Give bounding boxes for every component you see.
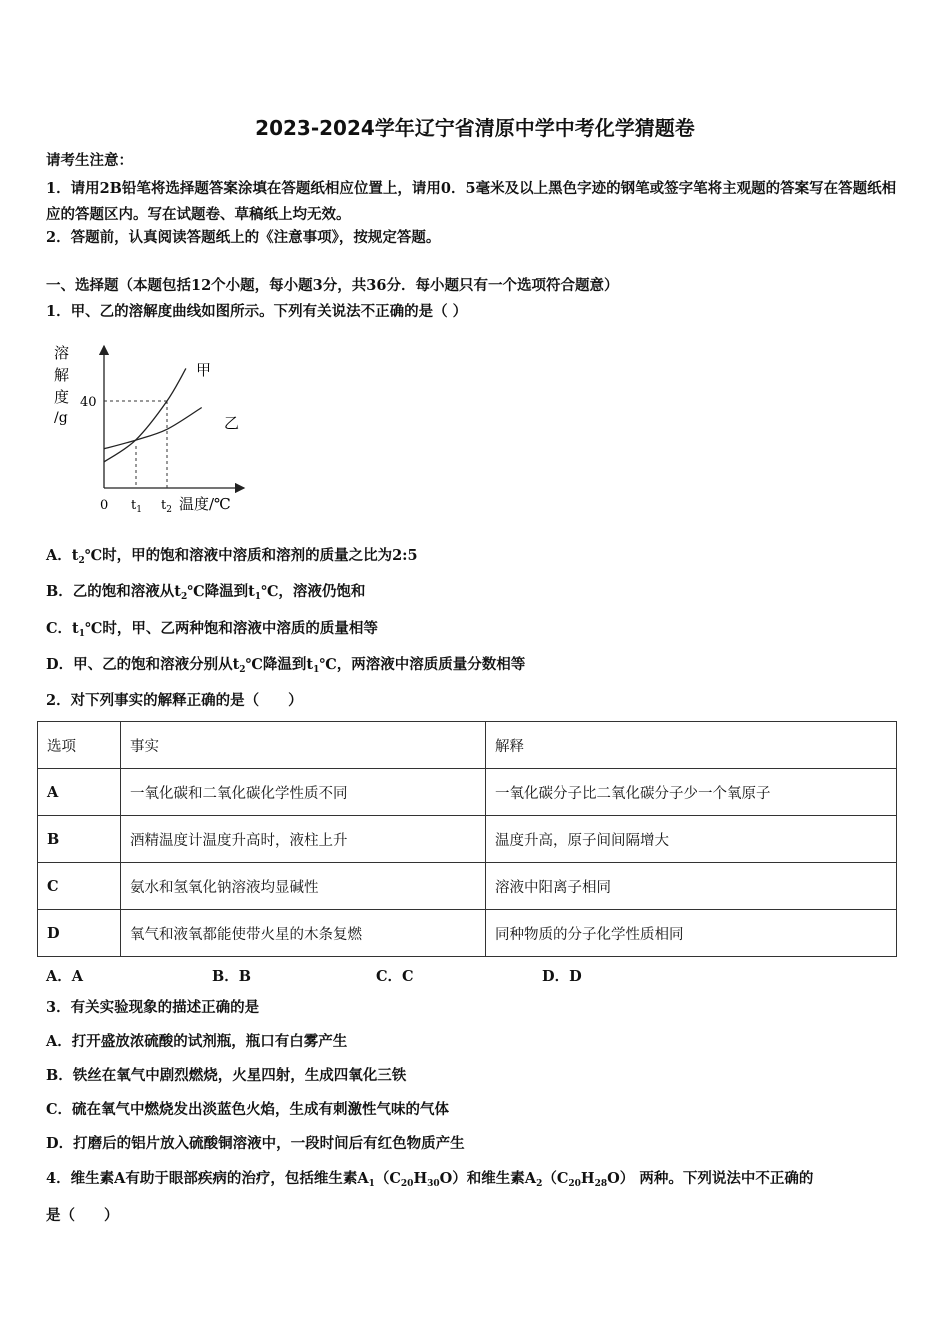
table-cell: 一氧化碳和二氧化碳化学性质不同 bbox=[121, 769, 486, 816]
x-tick-0: 0 bbox=[100, 498, 109, 513]
x-tick-t2: $t_2$ bbox=[161, 498, 172, 515]
table-cell: 溶液中阳离子相同 bbox=[486, 863, 897, 910]
q3-option-c: C．硫在氧气中燃烧发出淡蓝色火焰，生成有刺激性气味的气体 bbox=[46, 1101, 450, 1118]
q4-stem: 4．维生素A有助于眼部疾病的治疗，包括维生素$A_1(C_{20}H_{30}O)$和维生素$A_2(C_{20}H_{28}O)$ 两种。下列说法中不正确的 bbox=[46, 1170, 814, 1189]
q1-option-d: D．甲、乙的饱和溶液分别从$t_2℃$降温到$t_1℃$，两溶液中溶质质量分数相等 bbox=[46, 656, 526, 675]
table-cell: 酒精温度计温度升高时，液柱上升 bbox=[121, 816, 486, 863]
header-cell: 事实 bbox=[121, 722, 486, 769]
table-cell: 一氧化碳分子比二氧化碳分子少一个氧原子 bbox=[486, 769, 897, 816]
q2-option-d: D．D bbox=[542, 968, 582, 985]
table-cell: D bbox=[38, 910, 121, 957]
page-title: 2023-2024学年辽宁省清原中学中考化学猜题卷 bbox=[255, 116, 695, 140]
q1-stem: 1．甲、乙的溶解度曲线如图所示。下列有关说法不正确的是（ ） bbox=[46, 303, 468, 320]
solubility-chart bbox=[50, 338, 250, 523]
q2-option-b: B．B bbox=[212, 968, 252, 985]
notice-heading: 请考生注意： bbox=[46, 152, 133, 169]
table-cell: C bbox=[38, 863, 121, 910]
x-tick-t1: $t_1$ bbox=[131, 498, 142, 515]
series-line-jia bbox=[104, 368, 186, 462]
table-cell: B bbox=[38, 816, 121, 863]
header-cell: 选项 bbox=[38, 722, 121, 769]
q1-option-b: B．乙的饱和溶液从$t_2℃$降温到$t_1℃$，溶液仍饱和 bbox=[46, 583, 366, 602]
table-header-row bbox=[38, 722, 897, 769]
series-line-yi bbox=[104, 408, 202, 449]
q2-option-c: C．C bbox=[376, 968, 414, 985]
q4-stem-line2: 是（ ） bbox=[46, 1207, 119, 1224]
y-label-char-2: 解 bbox=[54, 366, 70, 384]
q2-stem: 2．对下列事实的解释正确的是（ ） bbox=[46, 692, 303, 709]
header-cell: 解释 bbox=[486, 722, 897, 769]
table-row bbox=[38, 910, 897, 957]
q3-option-a: A．打开盛放浓硫酸的试剂瓶，瓶口有白雾产生 bbox=[46, 1033, 348, 1050]
notice-item-2: 2．答题前，认真阅读答题纸上的《注意事项》，按规定答题。 bbox=[46, 229, 441, 246]
table-row bbox=[38, 769, 897, 816]
facts-table bbox=[37, 721, 897, 957]
table-row bbox=[38, 816, 897, 863]
table-cell: 氧气和液氧都能使带火星的木条复燃 bbox=[121, 910, 486, 957]
legend-label-yi: 乙 bbox=[224, 414, 240, 432]
x-axis-label: 温度/℃ bbox=[179, 495, 231, 513]
q1-option-a: A．$t_2℃$时，甲的饱和溶液中溶质和溶剂的质量之比为2:5 bbox=[46, 547, 418, 566]
section-heading: 一、选择题（本题包括12个小题，每小题3分，共36分．每小题只有一个选项符合题意） bbox=[46, 277, 619, 294]
q2-option-a: A．A bbox=[46, 968, 84, 985]
q1-option-c: C．$t_1℃$时，甲、乙两种饱和溶液中溶质的质量相等 bbox=[46, 620, 378, 639]
q3-option-b: B．铁丝在氧气中剧烈燃烧，火星四射，生成四氧化三铁 bbox=[46, 1067, 407, 1084]
legend-label-jia: 甲 bbox=[196, 361, 212, 379]
table-cell: 氨水和氢氧化钠溶液均显碱性 bbox=[121, 863, 486, 910]
table-row bbox=[38, 863, 897, 910]
y-label-char-3: 度 bbox=[54, 388, 70, 406]
y-label-char-4: /g bbox=[54, 410, 68, 426]
table-cell: 同种物质的分子化学性质相同 bbox=[486, 910, 897, 957]
y-label-char-1: 溶 bbox=[54, 344, 70, 362]
q3-stem: 3．有关实验现象的描述正确的是 bbox=[46, 999, 260, 1016]
table-cell: A bbox=[38, 769, 121, 816]
q3-option-d: D．打磨后的铝片放入硫酸铜溶液中，一段时间后有红色物质产生 bbox=[46, 1135, 465, 1152]
notice-item-1: 1．请用2B铅笔将选择题答案涂填在答题纸相应位置上，请用0．5毫米及以上黑色字迹的钢笔或签字笔将主观题的答案写在答题纸相应的答题区内。写在试题卷、草稿纸上均无效。 bbox=[46, 180, 897, 223]
y-tick-40: 40 bbox=[80, 395, 97, 410]
table-cell: 温度升高，原子间间隔增大 bbox=[486, 816, 897, 863]
